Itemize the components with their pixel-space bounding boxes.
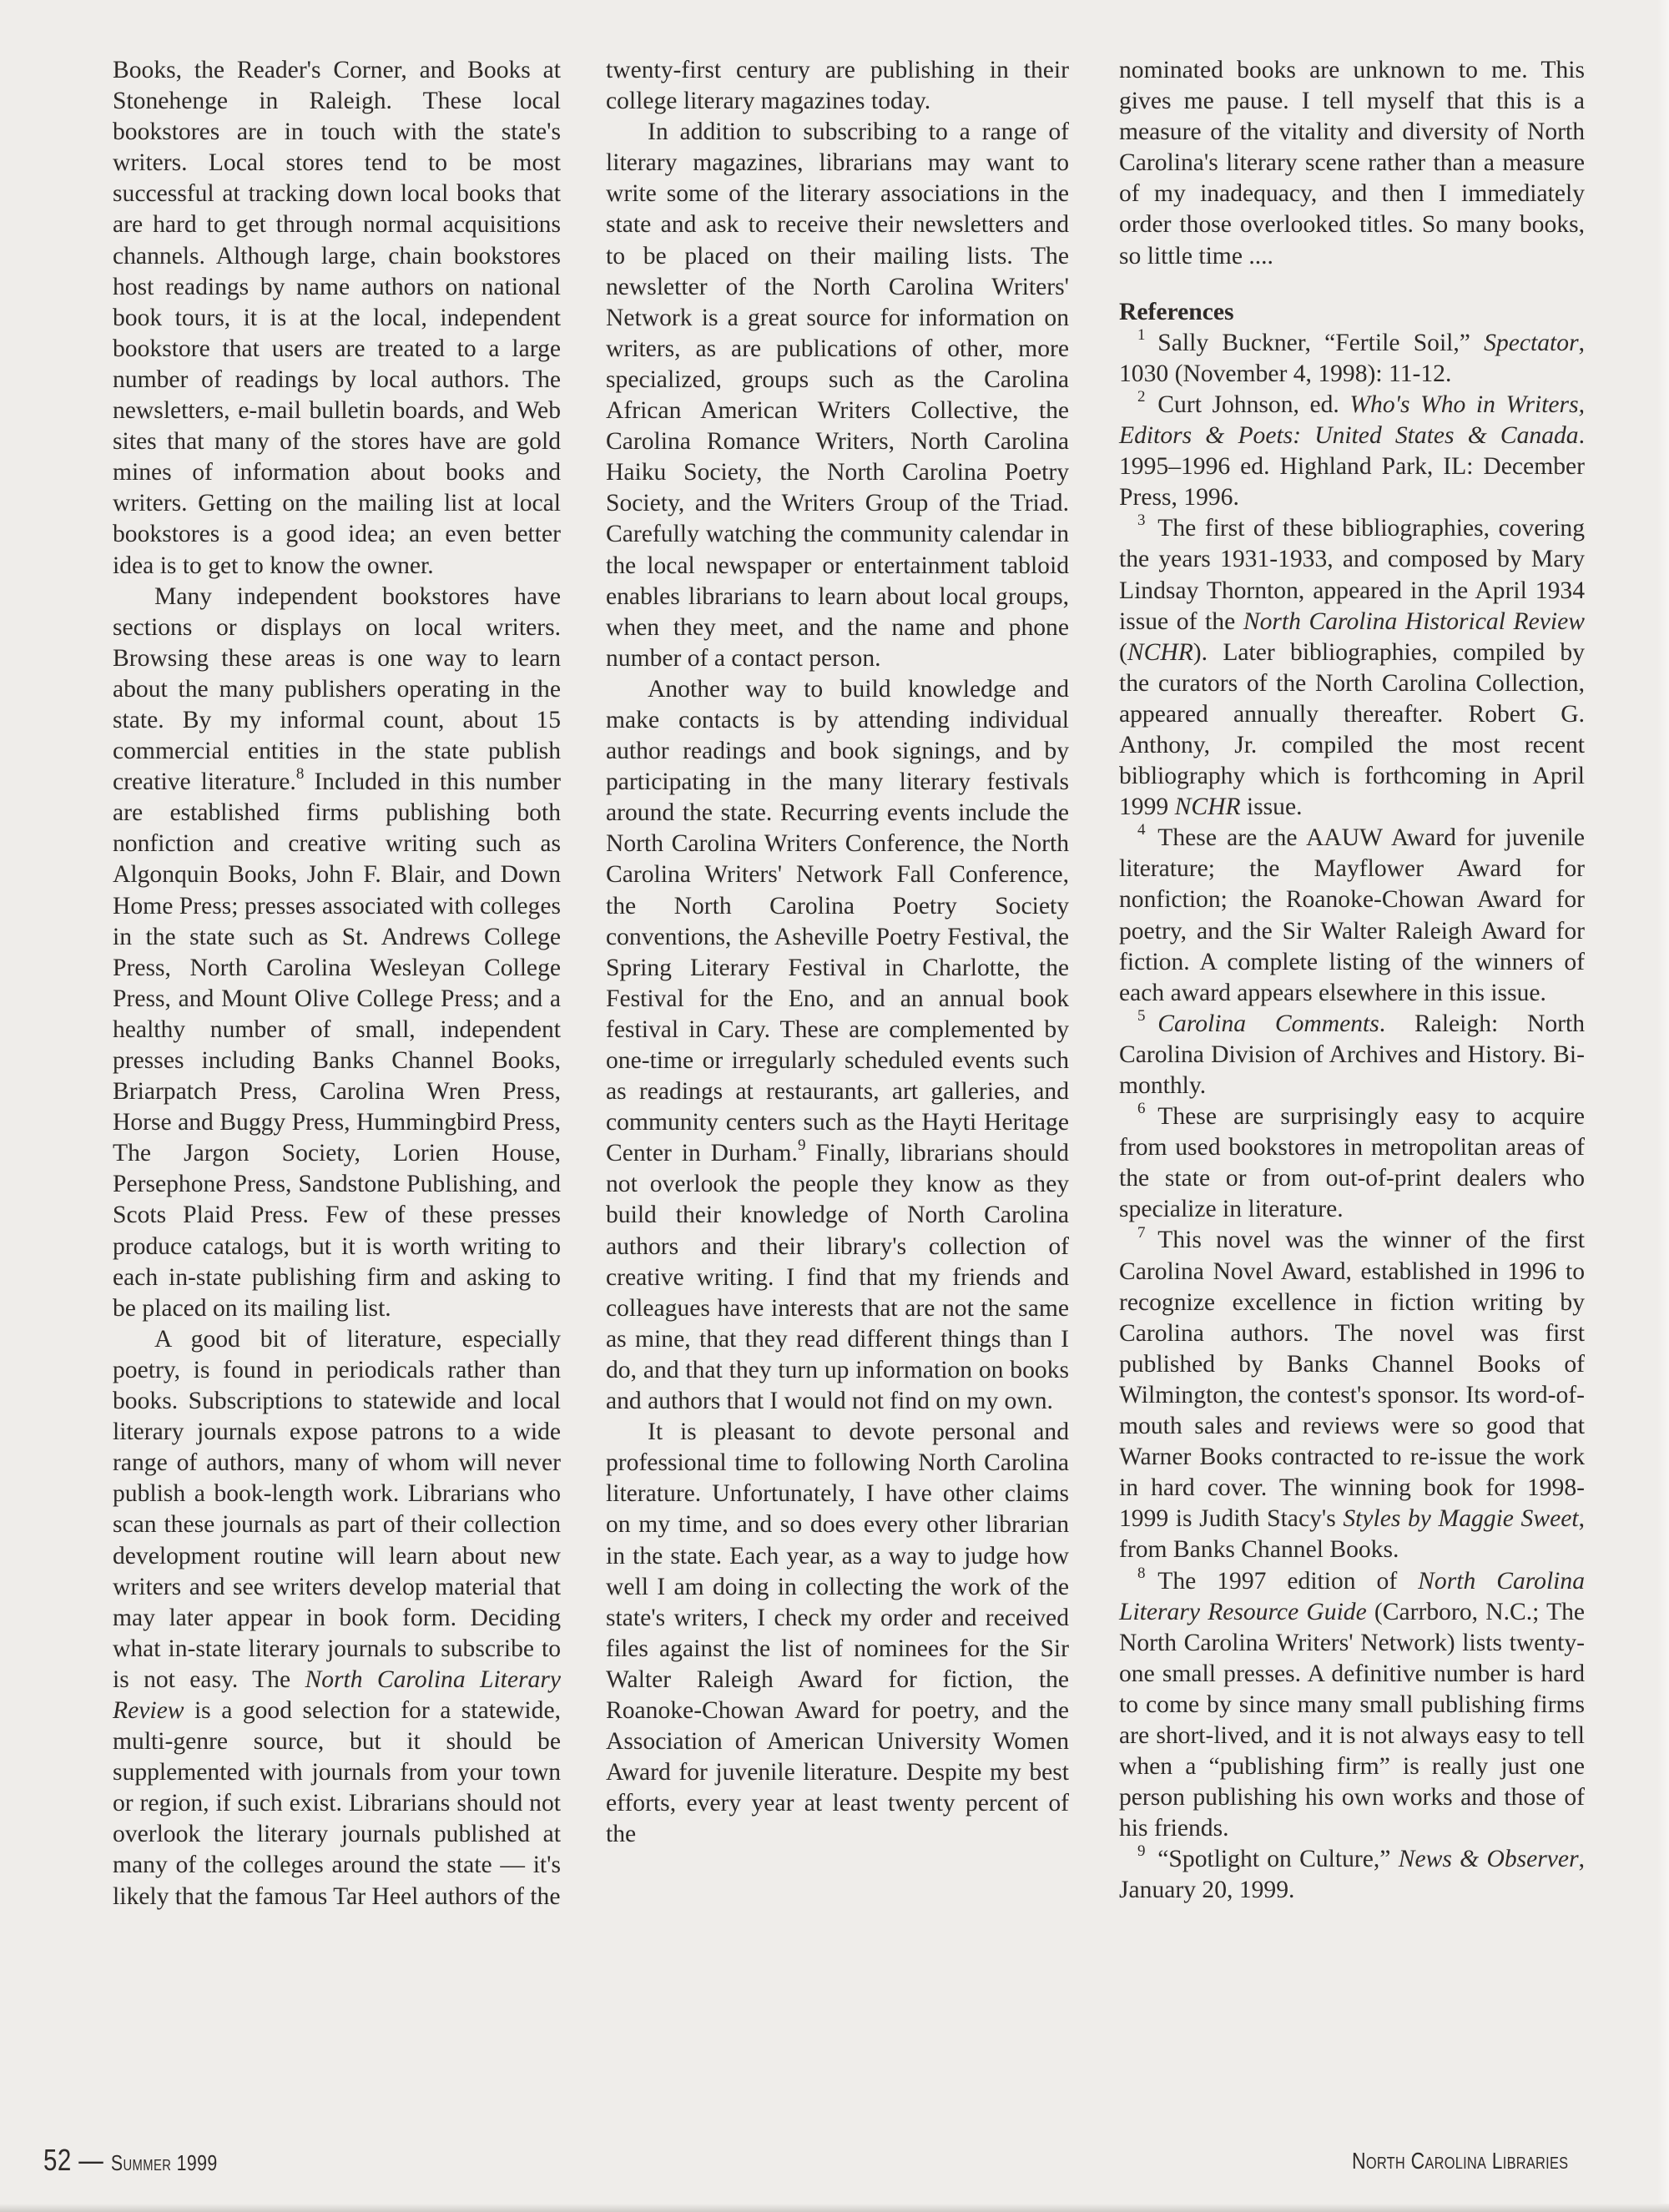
footer-separator: —: [78, 2143, 104, 2177]
reference-title: NCHR: [1174, 794, 1241, 821]
reference-text: The 1997 edition of: [1157, 1567, 1419, 1595]
paragraph-text: A good bit of literature, especially poetry, is found in periodicals rather than books. Subscriptions to statewide and local literary journals expose patrons to a wide range of authors, many of whom will never publish a book-length work. Librarians who scan these journals as part of their collection development routine will learn about new writers and see writers develop material that may later appear in book form. Deciding what in-state literary journals to subscribe to is not easy. The: [113, 1325, 561, 1693]
references-heading: References: [1119, 298, 1234, 325]
reference-text: (Carrboro, N.C.; The North Carolina Writers' Network) lists twenty-one small presses. A definitive number is hard to come by since many small publishing firms are short-lived, and it is not always easy to tell when a “publishing firm” is really just one person publishing his own works and those of his friends.: [1119, 1598, 1585, 1842]
article-column-1: [113, 55, 561, 1912]
paragraph: [113, 582, 561, 1324]
reference-title: Styles by Maggie Sweet: [1343, 1505, 1579, 1533]
paragraph: It is pleasant to devote personal and professional time to following North Carolina literature. Unfortunately, I have other claims on my time, and so does every other librarian in the state. Each year, as a way to judge how well I am doing in collecting the work of the state's writers, I check my order and received files against the list of nominees for the Sir Walter Raleigh Award for fiction, the Roanoke-Chowan Award for poetry, and the Association of American University Women Award for juvenile literature. Despite my best efforts, every year at least twenty percent of the: [606, 1418, 1069, 1848]
reference-text: . 1995–1996 ed. Highland Park, IL: December Press, 1996.: [1119, 422, 1585, 511]
reference-item: [1119, 1101, 1585, 1225]
reference-text: These are surprisingly easy to acquire from used bookstores in metropolitan areas of the state or from out-of-print dealers who specialize in literature.: [1119, 1103, 1585, 1223]
paragraph-text: Many independent bookstores have sections or displays on local writers. Browsing these areas is one way to learn about the many publishers operating in the state. By my informal count, about 15 commercial entities in the state publish creative literature.: [113, 582, 561, 796]
paragraph: In addition to subscribing to a range of literary magazines, librarians may want to write some of the literary associations in the state and ask to receive their newsletters and to be placed on their mailing lists. The newsletter of the North Carolina Writers' Network is a great source for information on writers, as are publications of other, more specialized, groups such as the Carolina African American Writers Collective, the Carolina Romance Writers, North Carolina Haiku Society, the North Carolina Poetry Society, and the Writers Group of the Triad. Carefully watching the community calendar in the local newspaper or entertainment tabloid enables librarians to learn about local groups, when they meet, and the name and phone number of a contact person.: [606, 118, 1069, 672]
reference-text: “Spotlight on Culture,”: [1157, 1846, 1399, 1873]
footnote-ref[interactable]: 9: [797, 1136, 806, 1155]
reference-number: 5: [1137, 1006, 1146, 1025]
reference-title: Spectator: [1484, 329, 1579, 356]
reference-number: 2: [1137, 388, 1146, 406]
reference-item: [1119, 325, 1585, 390]
reference-item: [1119, 513, 1585, 823]
paragraph: [606, 674, 1069, 1417]
reference-number: 8: [1137, 1564, 1146, 1582]
issue-label: Summer 1999: [110, 2150, 218, 2175]
reference-number: 1: [1137, 325, 1146, 344]
reference-title: North Carolina Literary Resource Guide: [1119, 1567, 1585, 1625]
paragraph: nominated books are unknown to me. This gives me pause. I tell myself that this is a measure of the vitality and diversity of North Carolina's literary scene rather than a measure of my inadequacy, and then I immediately order those overlooked titles. So many books, so little time ....: [1119, 57, 1585, 270]
reference-text: Sally Buckner, “Fertile Soil,”: [1157, 329, 1485, 356]
paragraph: Books, the Reader's Corner, and Books at Stonehenge in Raleigh. These local bookstores are in touch with the state's writers. Local stores tend to be most successful at tracking down local books that are hard to get through normal acquisitions channels. Although large, chain bookstores host readings by name authors on national book tours, it is at the local, independent bookstore that users are treated to a large number of readings by local authors. The newsletters, e-mail bulletin boards, and Web sites that many of the stores have are gold mines of information about books and writers. Getting on the mailing list at local bookstores is a good idea; an even better idea is to get to know the owner.: [113, 57, 561, 579]
paragraph-text: Another way to build knowledge and make contacts is by attending individual author readings and book signings, and by participating in the many literary festivals around the state. Recurring events include the North Carolina Writers Conference, the North Carolina Writers' Network Fall Conference, the North Carolina Poetry Society conventions, the Asheville Poetry Festival, the Spring Literary Festival in Charlotte, the Festival for the Eno, and an annual book festival in Cary. These are complemented by one-time or irregularly scheduled events such as readings at restaurants, art galleries, and community centers such as the Hayti Heritage Center in Durham.: [606, 675, 1069, 1167]
reference-text: (: [1119, 638, 1127, 666]
reference-title: NCHR: [1127, 638, 1193, 666]
reference-text: This novel was the winner of the first Carolina Novel Award, established in 1996 to recognize excellence in fiction writing by Carolina authors. The novel was first published by Banks Channel Books of Wilmington, the contest's sponsor. Its word-of-mouth sales and reviews were so good that Warner Books contracted to re-issue the work in hard cover. The winning book for 1998-1999 is Judith Stacy's: [1119, 1227, 1585, 1533]
reference-item: [1119, 1566, 1585, 1845]
paragraph-text: Finally, librarians should not overlook the people they know as they build their knowledge of North Carolina authors and their library's collection of creative writing. I find that my friends and colleagues have interests that are not the same as mine, that they read different things than I do, and that they turn up information on books and authors that I would not find on my own.: [606, 1140, 1069, 1415]
reference-number: 7: [1137, 1223, 1146, 1242]
article-column-2: [606, 55, 1069, 1850]
reference-text: Curt Johnson, ed.: [1157, 391, 1350, 418]
paragraph-text: Included in this number are established firms publishing both nonfiction and creative writing such as Algonquin Books, John F. Blair, and Down Home Press; presses associated with colleges in the state such as St. Andrews College Press, North Carolina Wesleyan College Press, and Mount Olive College Press; and a healthy number of small, independent presses including Banks Channel Books, Briarpatch Press, Carolina Wren Press, Horse and Buggy Press, Hummingbird Press, The Jargon Society, Lorien House, Persephone Press, Sandstone Publishing, and Scots Plaid Press. Few of these presses produce catalogs, but it is worth writing to each in-state publishing firm and asking to be placed on its mailing list.: [113, 768, 561, 1322]
reference-item: [1119, 1006, 1586, 1101]
reference-item: [1119, 1225, 1585, 1565]
reference-text: issue.: [1240, 794, 1303, 821]
reference-number: 4: [1137, 821, 1146, 839]
page-number: 52: [43, 2143, 72, 2177]
reference-text: These are the AAUW Award for juvenile literature; the Mayflower Award for nonfiction; the Roanoke-Chowan Award for poetry, and the Sir Walter Raleigh Award for fiction. A complete listing of the winners of each award appears elsewhere in this issue.: [1119, 824, 1585, 1006]
article-column-3: [1119, 55, 1585, 1907]
reference-title: Who's Who in Writers, Editors & Poets: United States & Canada: [1119, 391, 1585, 450]
reference-text: , from Banks Channel Books.: [1119, 1505, 1585, 1564]
reference-number: 6: [1137, 1100, 1146, 1118]
reference-number: 9: [1137, 1842, 1146, 1861]
reference-number: 3: [1137, 511, 1146, 530]
reference-text: ). Later bibliographies, compiled by the curators of the North Carolina Collection, appeared annually thereafter. Robert G. Anthony, Jr. compiled the most recent bibliography which is forthcoming in April 1999: [1119, 638, 1585, 821]
reference-item: [1119, 1844, 1585, 1906]
page-footer-left: [43, 2143, 218, 2178]
reference-title: News & Observer: [1398, 1846, 1579, 1873]
journal-title: North Carolina Literary Review: [113, 1665, 561, 1724]
reference-item: [1119, 823, 1585, 1009]
reference-text: , January 20, 1999.: [1119, 1846, 1585, 1904]
reference-title: North Carolina Historical Review: [1243, 607, 1585, 635]
reference-text: , 1030 (November 4, 1998): 11-12.: [1119, 329, 1585, 387]
reference-text: The first of these bibliographies, covering the years 1931-1933, and composed by Mary Lindsay Thornton, appeared in the April 1934 issue of the: [1119, 515, 1585, 635]
page-edge: [1657, 0, 1669, 2212]
page-bottom-shadow: [0, 2204, 1669, 2212]
paragraph: [113, 1324, 561, 1912]
reference-item: [1119, 390, 1585, 513]
paragraph-text: is a good selection for a statewide, multi-genre source, but it should be supplemented with journals from your town or region, if such exist. Librarians should not overlook the literary journals published at many of the colleges around the state — it's likely that the famous Tar Heel authors of the: [113, 1696, 561, 1910]
publication-name: North Carolina Libraries: [1352, 2148, 1569, 2174]
paragraph: twenty-first century are publishing in their college literary magazines today.: [606, 57, 1069, 115]
references-list: [1119, 325, 1586, 1907]
reference-title: Carolina Comments: [1157, 1010, 1379, 1037]
reference-text: . Raleigh: North Carolina Division of Archives and History. Bi-monthly.: [1119, 1010, 1586, 1099]
footnote-ref[interactable]: 8: [295, 765, 305, 784]
